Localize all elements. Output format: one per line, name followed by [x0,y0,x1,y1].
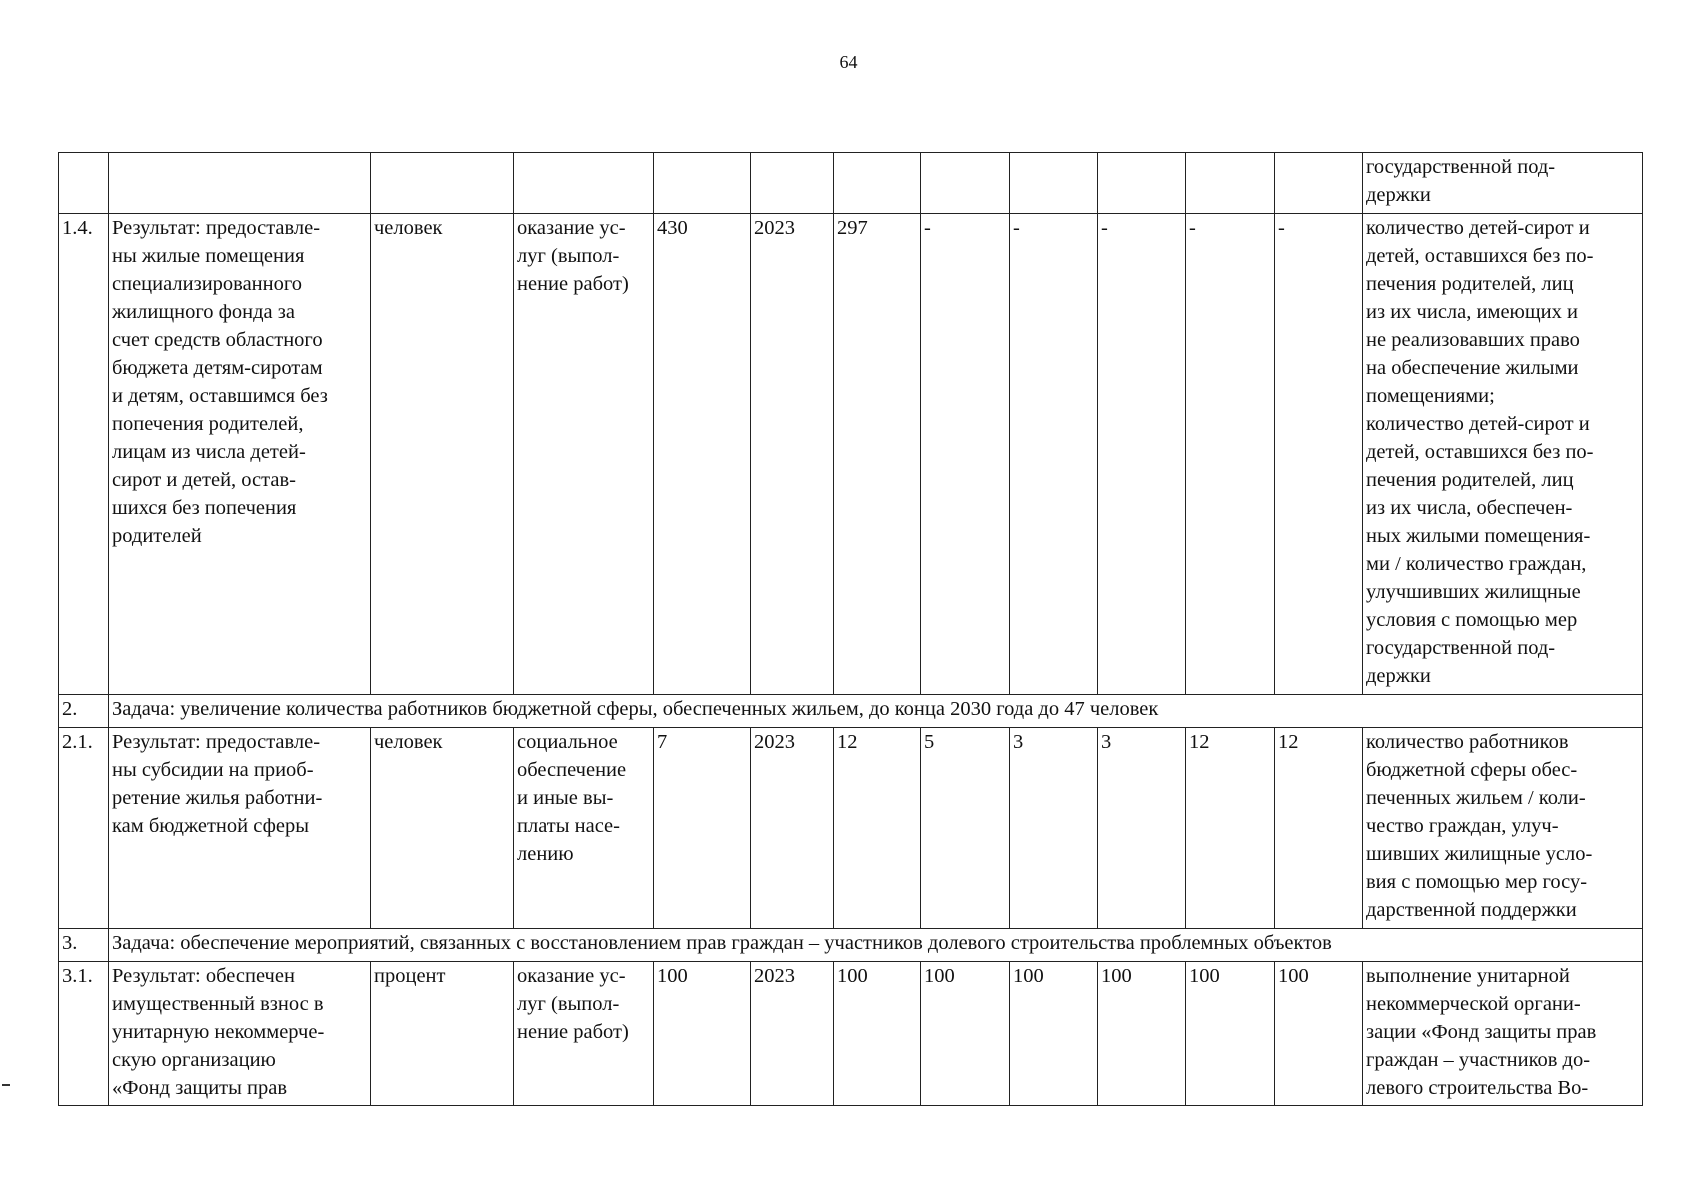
page-number: 64 [839,52,858,72]
cell-type: оказание ус- луг (выпол- нение работ) [514,962,654,1106]
cell-v5: 12 [1186,728,1275,929]
cell-year: 2023 [751,962,834,1106]
cell-unit: процент [371,962,514,1106]
cell-v2: 100 [921,962,1010,1106]
cell-year [751,153,834,214]
cell-v5: - [1186,214,1275,695]
cell-v1 [834,153,921,214]
cell-num: 2. [59,695,109,728]
cell-v3: - [1010,214,1098,695]
cell-v6: - [1275,214,1363,695]
margin-mark-left [2,1084,10,1086]
cell-num: 2.1. [59,728,109,929]
table-row-task-3 [59,929,1643,962]
cell-year: 2023 [751,728,834,929]
cell-num: 3. [59,929,109,962]
cell-type: оказание ус- луг (выпол- нение работ) [514,214,654,695]
cell-name: Результат: предоставле- ны субсидии на приоб- ретение жилья работни- кам бюджетной сферы [109,728,371,929]
indicators-table [58,152,1643,1106]
cell-year: 2023 [751,214,834,695]
cell-num: 1.4. [59,214,109,695]
cell-base: 430 [654,214,751,695]
table-row-2-1 [59,728,1643,929]
table-row-task-2 [59,695,1643,728]
cell-num: 3.1. [59,962,109,1106]
cell-indicator: выполнение унитарной некоммерческой органи- зации «Фонд защиты прав граждан – участников до- левого строительства Во- [1363,962,1643,1106]
cell-base [654,153,751,214]
cell-v6: 12 [1275,728,1363,929]
cell-unit [371,153,514,214]
cell-v6: 100 [1275,962,1363,1106]
cell-v5: 100 [1186,962,1275,1106]
table-row-continuation [59,153,1643,214]
cell-v2: 5 [921,728,1010,929]
cell-task-text: Задача: обеспечение мероприятий, связанных с восстановлением прав граждан – участников долевого строительства проблемных объектов [109,929,1643,962]
cell-v1: 100 [834,962,921,1106]
cell-v3: 3 [1010,728,1098,929]
cell-v4 [1098,153,1186,214]
cell-v4: - [1098,214,1186,695]
cell-name: Результат: предоставле- ны жилые помещения специализированного жилищного фонда за счет средств областного бюджета детям-сиротам и детям, оставшимся без попечения родителей, лицам из числа детей- сирот и детей, остав- шихся без попечения родителей [109,214,371,695]
cell-num [59,153,109,214]
cell-v2: - [921,214,1010,695]
table-row-3-1 [59,962,1643,1106]
cell-base: 100 [654,962,751,1106]
cell-type [514,153,654,214]
cell-type: социальное обеспечение и иные вы- платы насе- лению [514,728,654,929]
cell-v4: 100 [1098,962,1186,1106]
cell-base: 7 [654,728,751,929]
cell-indicator: государственной под- держки [1363,153,1643,214]
cell-v2 [921,153,1010,214]
cell-v3 [1010,153,1098,214]
table-row-1-4 [59,214,1643,695]
cell-indicator: количество работников бюджетной сферы обес- печенных жильем / коли- чество граждан, улуч- шивших жилищные усло- вия с помощью мер госу- дарственной поддержки [1363,728,1643,929]
cell-v5 [1186,153,1275,214]
cell-task-text: Задача: увеличение количества работников бюджетной сферы, обеспеченных жильем, до конца 2030 года до 47 человек [109,695,1643,728]
cell-unit: человек [371,728,514,929]
cell-v3: 100 [1010,962,1098,1106]
cell-v1: 297 [834,214,921,695]
cell-indicator: количество детей-сирот и детей, оставшихся без по- печения родителей, лиц из их числа, имеющих и не реализовавших право на обеспечение жилыми помещениями; количество детей-сирот и детей, оставшихся без по- печения родителей, лиц из их числа, обеспечен- ных жилыми помещения- ми / количество граждан, улучшивших жилищные условия с помощью мер государственной под- держки [1363,214,1643,695]
cell-name [109,153,371,214]
cell-v6 [1275,153,1363,214]
cell-v1: 12 [834,728,921,929]
cell-unit: человек [371,214,514,695]
cell-v4: 3 [1098,728,1186,929]
cell-name: Результат: обеспечен имущественный взнос в унитарную некоммерче- скую организацию «Фонд защиты прав [109,962,371,1106]
